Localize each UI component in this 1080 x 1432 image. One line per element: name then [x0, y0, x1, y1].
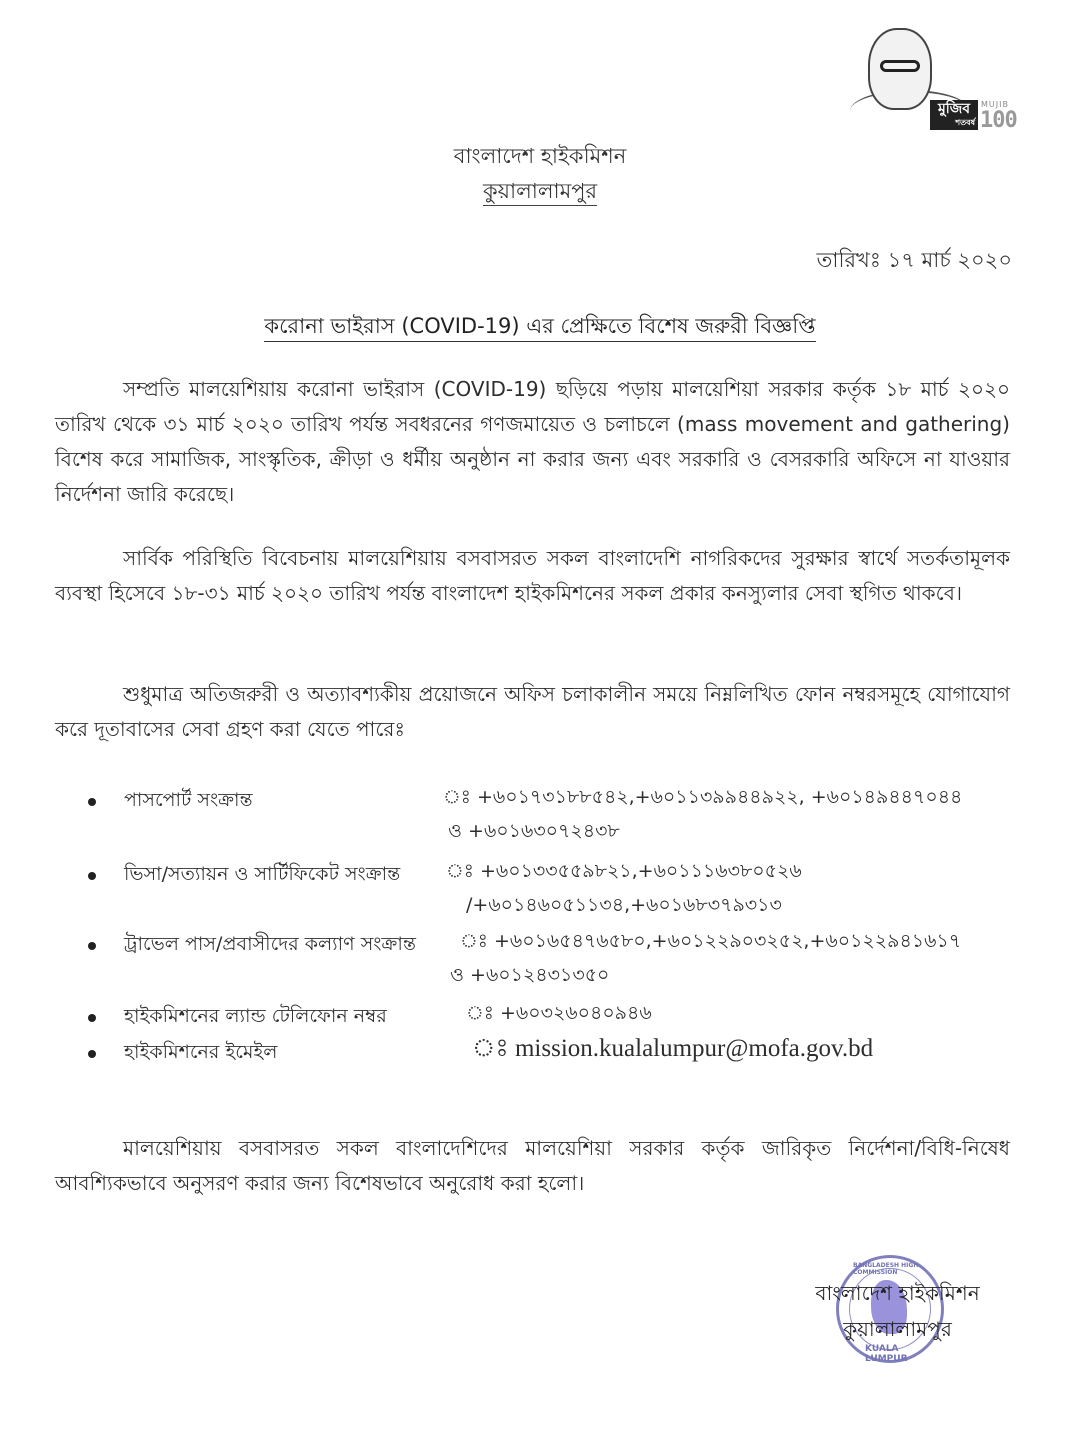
stamp-text-bottom: KUALA LUMPUR	[865, 1344, 908, 1364]
contact-label: ভিসা/সত্যায়ন ও সার্টিফিকেট সংক্রান্ত	[124, 863, 401, 885]
logo-bangla-box	[930, 100, 978, 130]
stamp-text-top: BANGLADESH HIGH COMMISSION	[853, 1262, 919, 1276]
document-subject	[0, 310, 1080, 345]
signature-org: বাংলাদেশ হাইকমিশন	[815, 1281, 980, 1305]
header-city	[0, 175, 1080, 210]
logo-bangla-text: মুজিব	[937, 101, 971, 117]
mujib-100-logo	[850, 28, 1020, 133]
paragraph-4: মালয়েশিয়ায় বসবাসরত সকল বাংলাদেশিদের মালয়েশিয়া সরকার কর্তৃক জারিকৃত নির্দেশনা/বিধি-নিষেধ আবশ্যিকভাবে অনুসরণ করার জন্য বিশেষভাবে অনুরোধ করা হলো।	[55, 1136, 1010, 1195]
contact-numbers: ঃ +৬০১৬৫৪৭৬৫৮০,+৬০১২২৯০৩২৫২,+৬০১২২৯৪১৬১৭	[460, 930, 962, 952]
contact-label: পাসপোর্ট সংক্রান্ত	[124, 789, 253, 811]
contact-email[interactable]: ঃ mission.kualalumpur@mofa.gov.bd	[472, 1035, 874, 1062]
paragraph-1: সম্প্রতি মালয়েশিয়ায় করোনা ভাইরাস (COVID-19) ছড়িয়ে পড়ায় মালয়েশিয়া সরকার কর্তৃক ১৮ মার্চ ২০২০ তারিখ থেকে ৩১ মার্চ ২০২০ তারিখ পর্যন্ত সবধরনের গণজমায়েত ও চলাচলে (mass movement and gathering) বিশেষ করে সামাজিক, সাংস্কৃতিক, ক্রীড়া ও ধর্মীয় অনুষ্ঠান না করার জন্য এবং সরকারি ও বেসরকারি অফিসে না যাওয়ার নির্দেশনা জারি করেছে।	[55, 377, 1010, 506]
contact-numbers: ঃ +৬০১৭৩১৮৮৫৪২,+৬০১১৩৯৯৪৪৯২২, +৬০১৪৯৪৪৭০৪৪	[443, 786, 963, 808]
contact-label: হাইকমিশনের ইমেইল	[124, 1041, 278, 1063]
bullet-icon	[88, 1014, 96, 1022]
contact-numbers-cont: ও +৬০১৬৩০৭২৪৩৮	[448, 820, 620, 842]
portrait-glasses-icon	[880, 60, 920, 72]
signature-block	[795, 1275, 1000, 1347]
bullet-icon	[88, 1050, 96, 1058]
bullet-icon	[88, 798, 96, 806]
logo-number: 100	[980, 108, 1017, 133]
contact-numbers: ঃ +৬০১৩৩৫৫৯৮২১,+৬০১১১৬৩৮০৫২৬	[446, 860, 802, 882]
bullet-icon	[88, 942, 96, 950]
contact-label: ট্রাভেল পাস/প্রবাসীদের কল্যাণ সংক্রান্ত	[124, 933, 416, 955]
subject-text: করোনা ভাইরাস (COVID-19) এর প্রেক্ষিতে বিশেষ জরুরী বিজ্ঞপ্তি	[264, 314, 815, 342]
contact-label: হাইকমিশনের ল্যান্ড টেলিফোন নম্বর	[124, 1005, 387, 1027]
contact-numbers: ঃ +৬০৩২৬০৪০৯৪৬	[466, 1002, 652, 1024]
bullet-icon	[88, 872, 96, 880]
contact-numbers-cont: /+৬০১৪৬০৫১১৩৪,+৬০১৬৮৩৭৯৩১৩	[466, 894, 782, 916]
signature-city: কুয়ালালামপুর	[843, 1317, 952, 1341]
header-city-text: কুয়ালালামপুর	[483, 179, 597, 206]
logo-sub-text: শতবর্ষ	[955, 118, 975, 127]
header-organization: বাংলাদেশ হাইকমিশন	[453, 144, 627, 168]
logo-en-text: MUJIB	[981, 100, 1009, 109]
paragraph-3: শুধুমাত্র অতিজরুরী ও অত্যাবশ্যকীয় প্রয়োজনে অফিস চলাকালীন সময়ে নিম্নলিখিত ফোন নম্বরসমূহে যোগাযোগ করে দূতাবাসের সেবা গ্রহণ করা যেতে পারেঃ	[55, 682, 1010, 741]
contact-numbers-cont: ও +৬০১২৪৩১৩৫০	[450, 964, 610, 986]
paragraph-2: সার্বিক পরিস্থিতি বিবেচনায় মালয়েশিয়ায় বসবাসরত সকল বাংলাদেশি নাগরিকদের সুরক্ষার স্বার্থে সতর্কতামূলক ব্যবস্থা হিসেবে ১৮-৩১ মার্চ ২০২০ তারিখ পর্যন্ত বাংলাদেশ হাইকমিশনের সকল প্রকার কনস্যুলার সেবা স্থগিত থাকবে।	[55, 546, 1010, 605]
document-date: তারিখঃ ১৭ মার্চ ২০২০	[816, 248, 1012, 272]
